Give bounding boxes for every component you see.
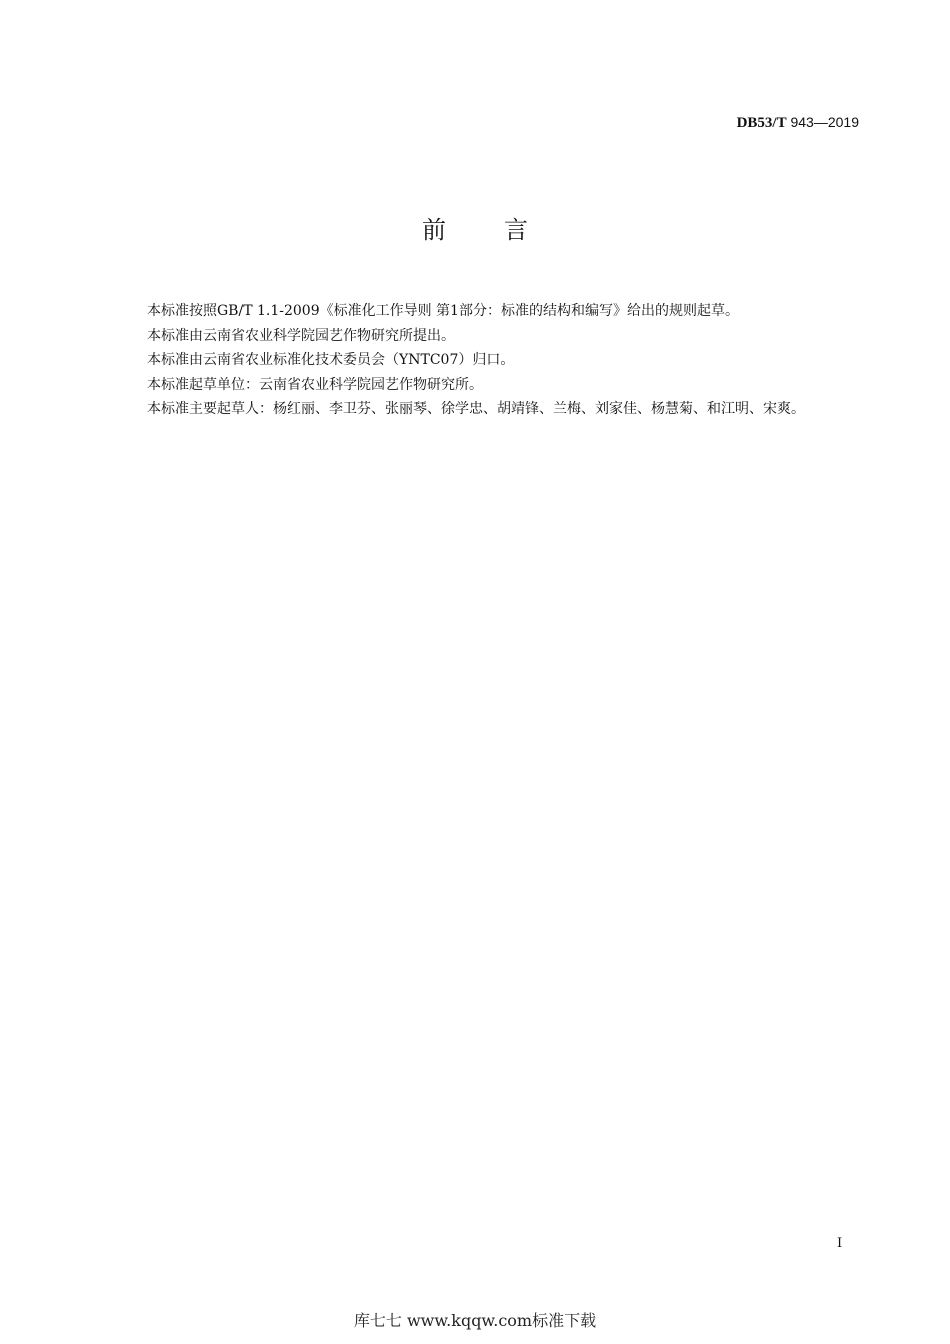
paragraph-committee: 本标准由云南省农业标准化技术委员会（YNTC07）归口。 — [147, 352, 515, 368]
title-char-2: 言 — [504, 216, 528, 244]
paragraph-drafting-rules: 本标准按照GB/T 1.1-2009《标准化工作导则 第1部分：标准的结构和编写》给出的规则起草。 — [147, 303, 739, 319]
paragraph-drafters: 本标准主要起草人：杨红丽、李卫芬、张丽琴、徐学忠、胡靖锋、兰梅、刘家佳、杨慧菊、和江明、宋爽。 — [147, 401, 805, 417]
paragraph-drafting-unit: 本标准起草单位：云南省农业科学院园艺作物研究所。 — [147, 376, 483, 393]
foreword-body — [113, 299, 865, 422]
standard-code-prefix: DB53/T — [736, 115, 787, 131]
page-number: I — [837, 1236, 843, 1251]
page-title — [0, 210, 950, 245]
footer-watermark: 库七七 www.kqqw.com标准下载 — [353, 1311, 597, 1330]
paragraph-proposer: 本标准由云南省农业科学院园艺作物研究所提出。 — [147, 327, 455, 344]
standard-code — [737, 114, 859, 132]
standard-code-number: 943—2019 — [790, 114, 859, 130]
title-char-1: 前 — [422, 216, 446, 244]
